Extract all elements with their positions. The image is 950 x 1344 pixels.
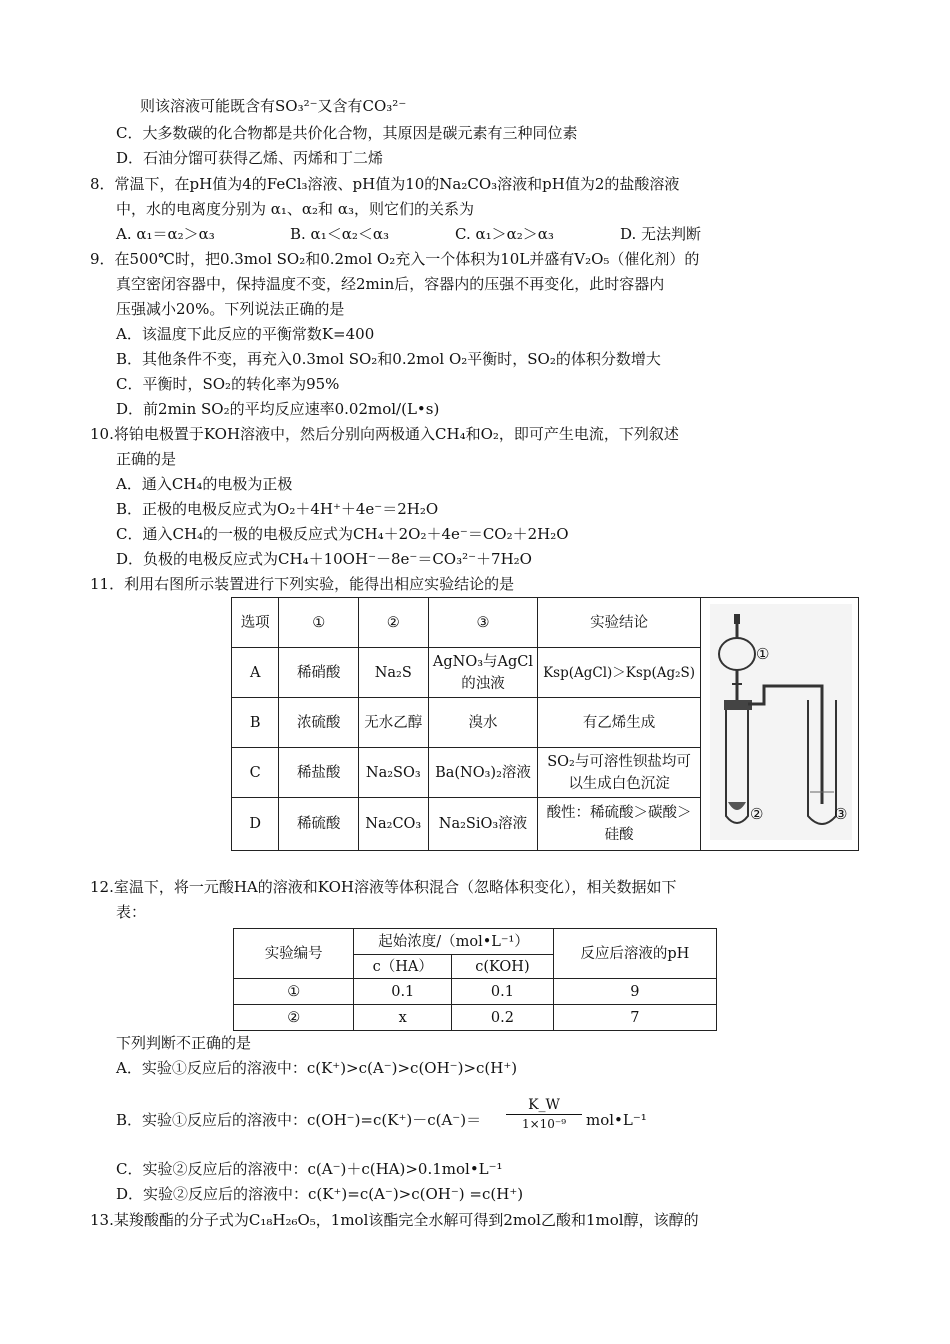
q12-fraction-denominator: 1×10⁻⁹ (506, 1114, 582, 1133)
q11-row-d-option: D (232, 798, 279, 851)
q8-option-a: A. α₁＝α₂＞α₃ (116, 225, 215, 243)
q12-row1-c-ha: 0.1 (354, 979, 452, 1005)
q12-header-concentration: 起始浓度/（mol•L⁻¹） (354, 929, 553, 955)
q9-option-b: B．其他条件不变，再充入0.3mol SO₂和0.2mol O₂平衡时，SO₂的体积分数增大 (116, 350, 661, 368)
q8-option-b: B. α₁＜α₂＜α₃ (290, 225, 389, 243)
q12-row2-ph: 7 (553, 1005, 716, 1031)
q11-row-a-2: Na₂S (359, 648, 429, 698)
q11-row-b-option: B (232, 698, 279, 748)
q9-stem-line1: 9．在500℃时，把0.3mol SO₂和0.2mol O₂充入一个体积为10L并盛有V₂O₅（催化剂）的 (90, 250, 700, 268)
q12-option-c: C．实验②反应后的溶液中：c(A⁻)＋c(HA)>0.1mol•L⁻¹ (116, 1160, 503, 1178)
q12-row1-c-koh: 0.1 (452, 979, 554, 1005)
q9-option-d: D．前2min SO₂的平均反应速率0.02mol/(L•s) (116, 400, 440, 418)
q12-header-c-koh: c(KOH) (452, 955, 554, 979)
q12-option-b: B．实验①反应后的溶液中：c(OH⁻)=c(K⁺)－c(A⁻)＝ (116, 1111, 482, 1129)
q10-stem-line1: 10.将铂电极置于KOH溶液中，然后分别向两极通入CH₄和O₂，即可产生电流，下列叙述 (90, 425, 679, 443)
q11-figure-label-2: ② (750, 805, 764, 823)
q12-stem-line1: 12.室温下，将一元酸HA的溶液和KOH溶液等体积混合（忽略体积变化），相关数据如下 (90, 878, 677, 896)
q11-header-3: ③ (428, 598, 538, 648)
q7-option-c: C．大多数碳的化合物都是共价化合物，其原因是碳元素有三种同位素 (116, 124, 578, 142)
q11-stem: 11．利用右图所示装置进行下列实验，能得出相应实验结论的是 (90, 575, 515, 593)
q12-header-experiment: 实验编号 (234, 929, 354, 979)
q11-row-b-conclusion: 有乙烯生成 (538, 698, 700, 748)
q11-row-b-1: 浓硫酸 (279, 698, 359, 748)
q13-stem: 13.某羧酸酯的分子式为C₁₈H₂₆O₅，1mol该酯完全水解可得到2mol乙酸和1mol醇，该醇的 (90, 1211, 699, 1229)
q12-option-b-unit: mol•L⁻¹ (586, 1111, 647, 1129)
q11-row-a-option: A (232, 648, 279, 698)
q12-stem-line2: 表： (116, 903, 147, 921)
q9-stem-line3: 压强减小20%。下列说法正确的是 (116, 300, 345, 318)
q11-row-d-2: Na₂CO₃ (359, 798, 429, 851)
q9-option-a: A．该温度下此反应的平衡常数K=400 (116, 325, 375, 343)
q8-option-c: C. α₁＞α₂＞α₃ (455, 225, 554, 243)
q10-option-c: C．通入CH₄的一极的电极反应式为CH₄＋2O₂＋4e⁻＝CO₂＋2H₂O (116, 525, 569, 543)
q9-option-c: C．平衡时，SO₂的转化率为95% (116, 375, 340, 393)
q12-row2-id: ② (234, 1005, 354, 1031)
q11-apparatus-figure (710, 604, 852, 840)
q12-option-b-fraction (506, 1096, 582, 1133)
q11-row-b-3: 溴水 (428, 698, 538, 748)
q12-row1-id: ① (234, 979, 354, 1005)
q12-judge: 下列判断不正确的是 (116, 1034, 252, 1052)
q10-option-a: A．通入CH₄的电极为正极 (116, 475, 293, 493)
q8-option-d: D. 无法判断 (620, 225, 702, 243)
q11-row-c-3: Ba(NO₃)₂溶液 (428, 748, 538, 798)
q11-row-c-2: Na₂SO₃ (359, 748, 429, 798)
q11-row-b-2: 无水乙醇 (359, 698, 429, 748)
q11-row-c-1: 稀盐酸 (279, 748, 359, 798)
q11-row-d-1: 稀硫酸 (279, 798, 359, 851)
q11-row-a-3: AgNO₃与AgCl的浊液 (428, 648, 538, 698)
q7-option-d: D．石油分馏可获得乙烯、丙烯和丁二烯 (116, 149, 384, 167)
q11-header-conclusion: 实验结论 (538, 598, 700, 648)
q11-row-a-1: 稀硝酸 (279, 648, 359, 698)
q12-table (233, 928, 717, 1031)
q9-stem-line2: 真空密闭容器中，保持温度不变，经2min后，容器内的压强不再变化，此时容器内 (116, 275, 665, 293)
q10-option-b: B．正极的电极反应式为O₂＋4H⁺＋4e⁻＝2H₂O (116, 500, 439, 518)
q11-row-d-conclusion: 酸性：稀硫酸＞碳酸＞硅酸 (538, 798, 700, 851)
q11-header-1: ① (279, 598, 359, 648)
q11-row-c-conclusion: SO₂与可溶性钡盐均可以生成白色沉淀 (538, 748, 700, 798)
q10-option-d: D．负极的电极反应式为CH₄＋10OH⁻－8e⁻＝CO₃²⁻＋7H₂O (116, 550, 532, 568)
q12-header-ph: 反应后溶液的pH (553, 929, 716, 979)
q12-row2-c-ha: x (354, 1005, 452, 1031)
q12-row2-c-koh: 0.2 (452, 1005, 554, 1031)
q12-row1-ph: 9 (553, 979, 716, 1005)
q11-header-2: ② (359, 598, 429, 648)
q11-row-c-option: C (232, 748, 279, 798)
q11-row-a-conclusion: Ksp(AgCl)＞Ksp(Ag₂S) (538, 648, 700, 698)
q7-option-b-cont: 则该溶液可能既含有SO₃²⁻又含有CO₃²⁻ (140, 97, 407, 115)
q8-stem-line2: 中，水的电离度分别为 α₁、α₂和 α₃，则它们的关系为 (116, 200, 474, 218)
q8-stem-line1: 8．常温下，在pH值为4的FeCl₃溶液、pH值为10的Na₂CO₃溶液和pH值为2的盐酸溶液 (90, 175, 680, 193)
q12-fraction-numerator: K_W (528, 1097, 560, 1113)
q11-row-d-3: Na₂SiO₃溶液 (428, 798, 538, 851)
q12-option-a: A．实验①反应后的溶液中：c(K⁺)>c(A⁻)>c(OH⁻)>c(H⁺) (116, 1059, 518, 1077)
q12-header-c-ha: c（HA） (354, 955, 452, 979)
q10-stem-line2: 正确的是 (116, 450, 177, 468)
q12-option-d: D．实验②反应后的溶液中：c(K⁺)=c(A⁻)>c(OH⁻) =c(H⁺) (116, 1185, 524, 1203)
q11-figure-label-3: ③ (834, 805, 848, 823)
q11-header-option: 选项 (232, 598, 279, 648)
q11-figure-label-1: ① (756, 645, 770, 663)
